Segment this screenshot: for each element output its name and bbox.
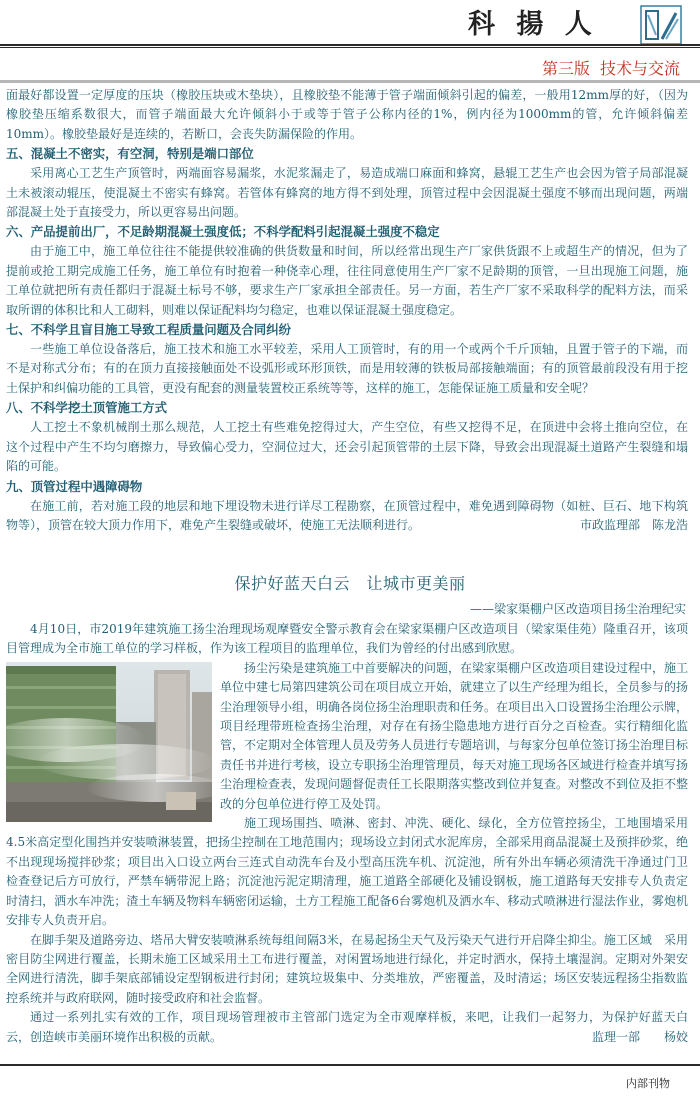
edition-number: 第三版	[541, 59, 590, 78]
footer-label: 内部刊物	[626, 1077, 670, 1090]
article-1-signature: 市政监理部 陈龙浩	[579, 517, 688, 532]
section-heading-7: 七、不科学且盲目施工导致工程质量问题及合同纠纷	[6, 322, 291, 338]
article-2-paragraph-last	[6, 1008, 688, 1047]
article-2-subtitle: ——梁家渠棚户区改造项目扬尘治理纪实	[469, 602, 686, 616]
article-2	[6, 620, 688, 1047]
article-2-signature: 监理一部 杨姣	[591, 1029, 688, 1044]
section-rule	[0, 80, 700, 83]
section-heading-8: 八、不科学挖土顶管施工方式	[6, 400, 168, 416]
section-heading-6: 六、产品提前出厂，不足龄期混凝土强度低；不科学配料引起混凝土强度不稳定	[6, 224, 440, 240]
masthead-title: 科 揚 人	[468, 9, 598, 40]
section-body-5: 采用离心工艺生产顶管时，两端面容易漏浆，水泥浆漏走了，易造成端口麻面和蜂窝，悬辊工艺生产也会因为管子局部混凝土未被滚动辊压，使混凝土不密实有蜂窝。若管体有蜂窝的地方得不到处理，顶管过程中会因混凝土强度不够而出现问题，两端部混凝土处于直接受力，所以更容易出问题。	[6, 166, 688, 220]
article-2-paragraph: 在脚手架及道路旁边、塔吊大臂安装喷淋系统每组间隔3米，在易起扬尘天气及污染天气进行开启降尘抑尘。施工区域 采用密目防尘网进行覆盖，长期未施工区域采用土工布进行覆盖，对闲置场地进行绿化，并定时洒水，保持土壤湿润。定期对外架安全网进行清洗，脚手架底部铺设定型钢板进行封闭；建筑垃圾集中、分类堆放，严密覆盖，及时清运；场区安装远程扬尘指数监控系统并与政府联网，随时接受政府和社会监督。	[6, 932, 688, 1005]
construction-site-image	[6, 662, 212, 822]
edition-label	[542, 56, 680, 79]
section-heading-5: 五、混凝土不密实，有空洞，特别是端口部位	[6, 146, 254, 162]
edition-section: 技术与交流	[599, 59, 680, 78]
section-body-8: 人工挖土不象机械削土那么规范，人工挖土有些难免挖得过大，产生空位，有些又挖得不足，在顶进中会将土推向空位，在这个过程中产生不均匀磨擦力，导致偏心受力，空洞位过大，还会引起顶管带的土层下降，导致会出现混凝土道路产生裂缝和塌陷的可能。	[6, 420, 688, 474]
article-2-paragraph: 施工现场围挡、喷淋、密封、冲洗、硬化、绿化，全方位管控扬尘，工地围墙采用4.5米高定型化围挡并安装喷淋装置，把扬尘控制在工地范围内；现场设立封闭式水泥库房，全部采用商品混凝土及预拌砂浆，绝不出现现场搅拌砂浆；项目出入口设立两台三连式自动洗车台及小型高压洗车机、沉淀池，所有外出车辆必须清洗干净通过门卫检查登记后方可放行，严禁车辆带泥上路；沉淀池污泥定期清理，施工道路全部硬化及铺设钢板，施工道路每天安排专人负责定时清扫，洒水车冲洗；渣土车辆及物料车辆密闭运输，土方工程施工配备6台雾炮机及洒水车、移动式喷淋进行湿法作业，雾炮机安排专人负责开启。	[6, 816, 688, 928]
section-body-9	[6, 497, 688, 536]
section-heading-9: 九、顶管过程中遇障碍物	[6, 478, 143, 494]
publication-logo-icon	[640, 5, 682, 45]
article-2-paragraph: 扬尘污染是建筑施工中首要解决的问题，在梁家渠棚户区改造项目建设过程中，施工单位中建七局第四建筑公司在项目成立开始，就建立了以生产经理为组长，全员参与的扬尘治理领导小组，明确各岗位扬尘治理职责和任务。在项目出入口设置扬尘治理公示牌，项目经理带班检查扬尘治理，对存在有扬尘隐患地方进行百分之百检查。实行精细化监管，不定期对全体管理人员及劳务人员进行专题培训，与每家分包单位签订扬尘治理目标责任书并进行考核，设立专职扬尘治理管理员，每天对施工现场各区域进行检查并填写扬尘治理检查表，发现问题督促责任工长限期落实整改到位并复查。对整改不到位及拒不整改的分包单位进行停工及处罚。	[220, 660, 689, 811]
article-2-title: 保护好蓝天白云 让城市更美丽	[234, 574, 466, 593]
article-2-paragraph: 4月10日，市2019年建筑施工扬尘治理现场观摩暨安全警示教育会在梁家渠棚户区改造项目（梁家渠佳苑）隆重召开，该项目管理成为全市施工单位的学习样板，作为该工程项目的监理单位，我们为曾经的付出感到欣慰。	[6, 622, 688, 656]
masthead-rule	[0, 44, 700, 46]
article-1-intro: 面最好都设置一定厚度的压块（橡胶压块或木垫块），且橡胶垫不能薄于管子端面倾斜引起的偏差，一般用12mm厚的好，（因为橡胶垫压缩系数很大，而管子端面最大允许倾斜小于或等于管子公称内径的1%，例内径为1000mm的管，允许倾斜偏差10mm）。橡胶垫最好是连续的，若断口，会丧失防漏保险的作用。	[6, 88, 688, 141]
section-body-7: 一些施工单位设备落后，施工技术和施工水平较差，采用人工顶管时，有的用一个或两个千斤顶轴，且置于管子的下端，而不是对称式分布；有的在顶力直接接触面处不设弧形或环形顶铁，而是用较薄的铁板局部接触端面；有的顶管最前段没有用于挖土保护和纠偏功能的工具管，更没有配套的测量装置校正系统等等，这样的施工，怎能保证施工质量和安全呢？	[6, 342, 688, 395]
construction-site-photo	[6, 662, 212, 822]
section-body-9-text: 在施工前，若对施工段的地层和地下埋设物未进行详尽工程勘察，在顶管过程中，难免遇到障碍物（如桩、巨石、地下构筑物等），顶管在较大顶力作用下，难免产生裂缝或破坏，使施工无法顺利进行。	[6, 498, 688, 532]
footer-rule	[0, 1064, 700, 1066]
article-1	[6, 86, 688, 535]
article-2-closing: 通过一系列扎实有效的工作，项目现场管理被市主管部门选定为全市观摩样板，来吧，让我们一起努力，为保护好蓝天白云，创造峡市美丽环境作出积极的贡献。	[6, 1010, 688, 1044]
section-body-6: 由于施工中，施工单位往往不能提供较准确的供货数量和时间，所以经常出现生产厂家供货跟不上或超生产的情况，但为了提前或抢工期完成施工任务，施工单位有时抱着一种侥幸心理，往往同意使用生产厂家不足龄期的顶管，一旦出现施工问题，施工单位就把所有责任都归于混凝土标号不够，要求生产厂家承担全部责任。另一方面，若生产厂家不采取科学的配料方法，而采取所谓的体积比和人工砌料，则难以保证配料均匀稳定，也难以保证混凝土强度稳定。	[6, 244, 688, 317]
masthead-rule-thin	[0, 47, 700, 48]
